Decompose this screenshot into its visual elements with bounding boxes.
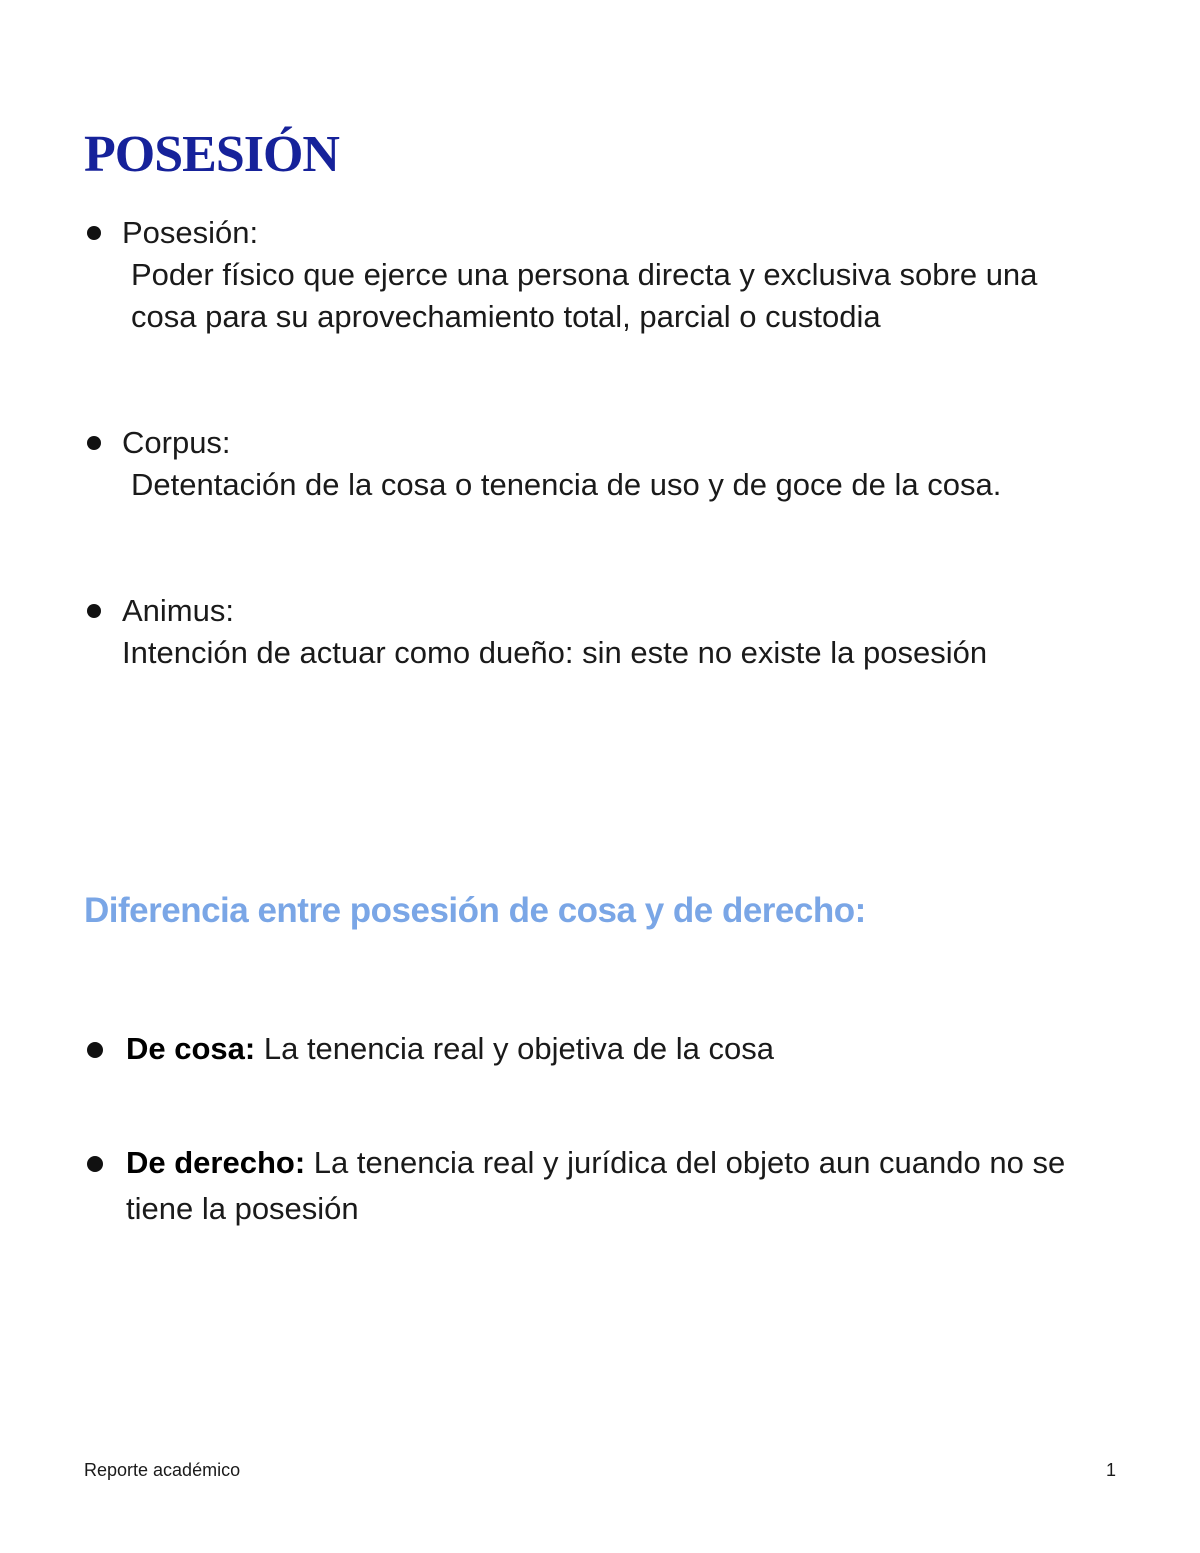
page-title: POSESIÓN	[84, 126, 339, 183]
footer-label: Reporte académico	[84, 1460, 241, 1480]
definition-text: Detentación de la cosa o tenencia de uso y de goce de la cosa.	[131, 467, 1002, 502]
page-number: 1	[1106, 1460, 1117, 1480]
definition-term: Animus:	[122, 593, 234, 628]
definition-term: Corpus:	[122, 425, 231, 460]
difference-text: La tenencia real y objetiva de la cosa	[263, 1031, 774, 1066]
definition-item-animus	[84, 590, 1084, 674]
difference-term: De cosa:	[126, 1031, 264, 1066]
bullet-icon	[87, 436, 101, 450]
difference-text: La tenencia real y jurídica del objeto aun cuando no se tiene la posesión	[126, 1145, 1066, 1226]
bullet-icon	[87, 1156, 103, 1172]
bullet-icon	[87, 604, 101, 618]
section-heading: Diferencia entre posesión de cosa y de derecho:	[84, 891, 866, 930]
definition-text: Poder físico que ejerce una persona directa y exclusiva sobre una cosa para su aprovechamiento total, parcial o custodia	[131, 257, 1038, 334]
definition-text: Intención de actuar como dueño: sin este no existe la posesión	[122, 635, 988, 670]
definition-item-corpus	[84, 422, 1084, 506]
definition-list	[84, 212, 1084, 674]
bullet-icon	[87, 1042, 103, 1058]
difference-term: De derecho:	[126, 1145, 314, 1180]
difference-item-derecho	[84, 1140, 1084, 1232]
definition-item-posesion	[84, 212, 1084, 338]
difference-item-cosa	[84, 1026, 1084, 1072]
bullet-icon	[87, 226, 101, 240]
definition-term: Posesión:	[122, 215, 259, 250]
difference-list	[84, 1026, 1084, 1232]
